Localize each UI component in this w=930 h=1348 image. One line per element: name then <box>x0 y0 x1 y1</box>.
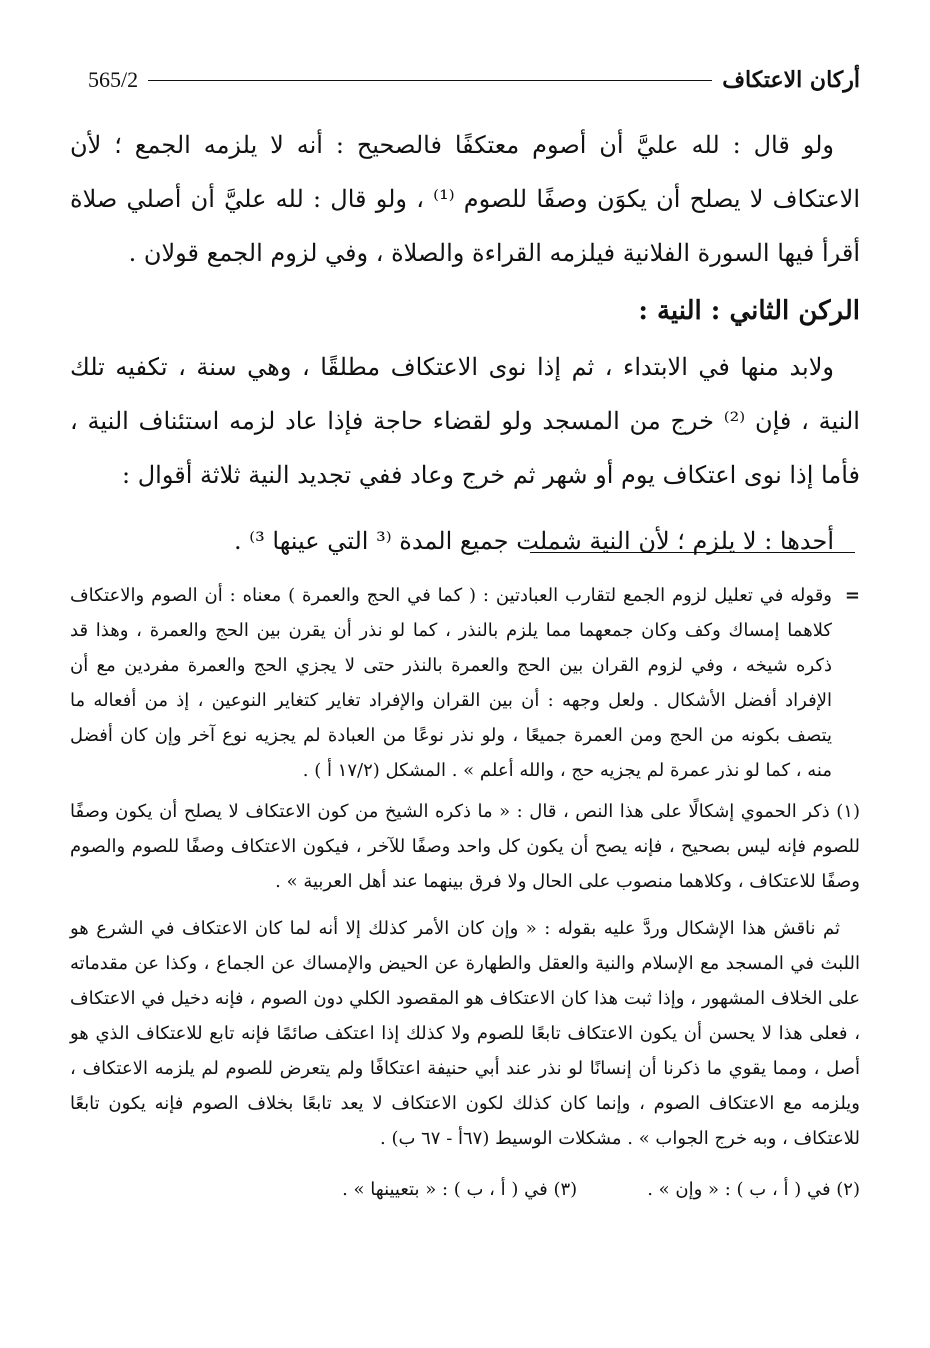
footnote-1-continued: ثم ناقش هذا الإشكال وردَّ عليه بقوله : « وإن كان الأمر كذلك إلا أنه لما كان الاعتكاف في الشرع هو اللبث في المسجد مع الإسلام والنية والعقل والطهارة عن الحيض والإمساك عن الجماع ، وكذا عن مقدماته على الخلاف المشهور ، وإذا ثبت هذا كان الاعتكاف هو المقصود الكلي دون الصوم ، فإنه دخيل في الاعتكاف ، فعلى هذا لا يحسن أن يكون الاعتكاف تابعًا للصوم ولا كذلك إذا اعتكف صائمًا فإنه تابع للاعتكاف الذي هو أصل ، ومما يقوي ما ذكرنا أن إنسانًا لو نذر عند أبي حنيفة اعتكافًا ولم يتعرض للصوم لم يلزمه الاعتكاف ، ويلزمه مع الاعتكاف الصوم ، وإنما كان كذلك لكون الاعتكاف لا يعد تابعًا بخلاف الصوم فإنه يكون تابعًا للاعتكاف ، وبه خرج الجواب » . مشكلات الوسيط (٦٧أ - ٦٧ ب) . <box>70 918 860 1149</box>
section-heading: الركن الثاني : النية : <box>638 296 860 326</box>
footnotes-2-3-row <box>70 1172 860 1207</box>
footnote-2: (٢) في ( أ ، ب ) : « وإن » . <box>647 1179 860 1200</box>
page-number: 565/2 <box>88 67 139 92</box>
continuation-mark: = <box>844 585 860 606</box>
footnotes <box>70 578 860 1207</box>
footnote-1: (١) ذكر الحموي إشكالًا على هذا النص ، قال : « ما ذكره الشيخ من كون الاعتكاف لا يصلح أن يكون وصفًا للصوم فإنه ليس بصحيح ، فإنه يصح أن يكون كل واحد وصفًا للآخر ، فيكون الاعتكاف وصفًا للصوم والصوم وصفًا للاعتكاف ، وكلاهما منصوب على الحال ولا فرق بينهما عند أهل العربية » . <box>70 801 860 892</box>
footnote-3: (٣) في ( أ ، ب ) : « بتعيينها » . <box>342 1179 578 1200</box>
header-rule <box>148 80 712 81</box>
footnote-separator <box>530 552 855 553</box>
running-title: أركان الاعتكاف <box>722 67 860 93</box>
footnote-continuation <box>70 578 860 788</box>
main-paragraph-3: أحدها : لا يلزم ؛ لأن النية شملت جميع المدة ⁽³ التي عينها ³⁾ . <box>234 527 834 555</box>
main-paragraph-2: ولابد منها في الابتداء ، ثم إذا نوى الاعتكاف مطلقًا ، وهي سنة ، تكفيه تلك النية ، فإن ⁽²⁾ خرج من المسجد ولو لقضاء حاجة فإذا عاد لزمه استئناف النية ، فأما إذا نوى اعتكاف يوم أو شهر ثم خرج وعاد ففي تجديد النية ثلاثة أقوال : <box>70 353 860 489</box>
main-paragraph-1: ولو قال : لله عليَّ أن أصوم معتكفًا فالصحيح : أنه لا يلزمه الجمع ؛ لأن الاعتكاف لا يصلح أن يكوَن وصفًا للصوم ⁽¹⁾ ، ولو قال : لله عليَّ أن أصلي صلاة أقرأ فيها السورة الفلانية فيلزمه القراءة والصلاة ، وفي لزوم الجمع قولان . <box>70 131 860 267</box>
main-text <box>70 118 860 568</box>
footnote-continuation-text: وقوله في تعليل لزوم الجمع لتقارب العبادتين : ( كما في الحج والعمرة ) معناه : أن الصوم والاعتكاف كلاهما إمساك وكف وكان جمعهما مما يلزم بالنذر ، كما لو نذر أن يقرن بين الحج والعمرة ، وهذا قد ذكره شيخه ، وفي لزوم القران بين الحج والعمرة بالنذر حتى لا يجزي الحج والعمرة مفردين مع أن الإفراد أفضل الأشكال . ولعل وجهه : أن بين القران والإفراد تغاير كتغاير النوعين ، إذ من أفعاله ما يتصف بكونه من الحج ومن العمرة جميعًا ، ولو نذر نوعًا من العبادة لم يجزيه نوع آخر وإن كان أفضل منه ، كما لو نذر عمرة لم يجزيه حج ، والله أعلم » . المشكل (١٧/٢ أ ) . <box>70 585 832 781</box>
running-header <box>88 62 860 98</box>
